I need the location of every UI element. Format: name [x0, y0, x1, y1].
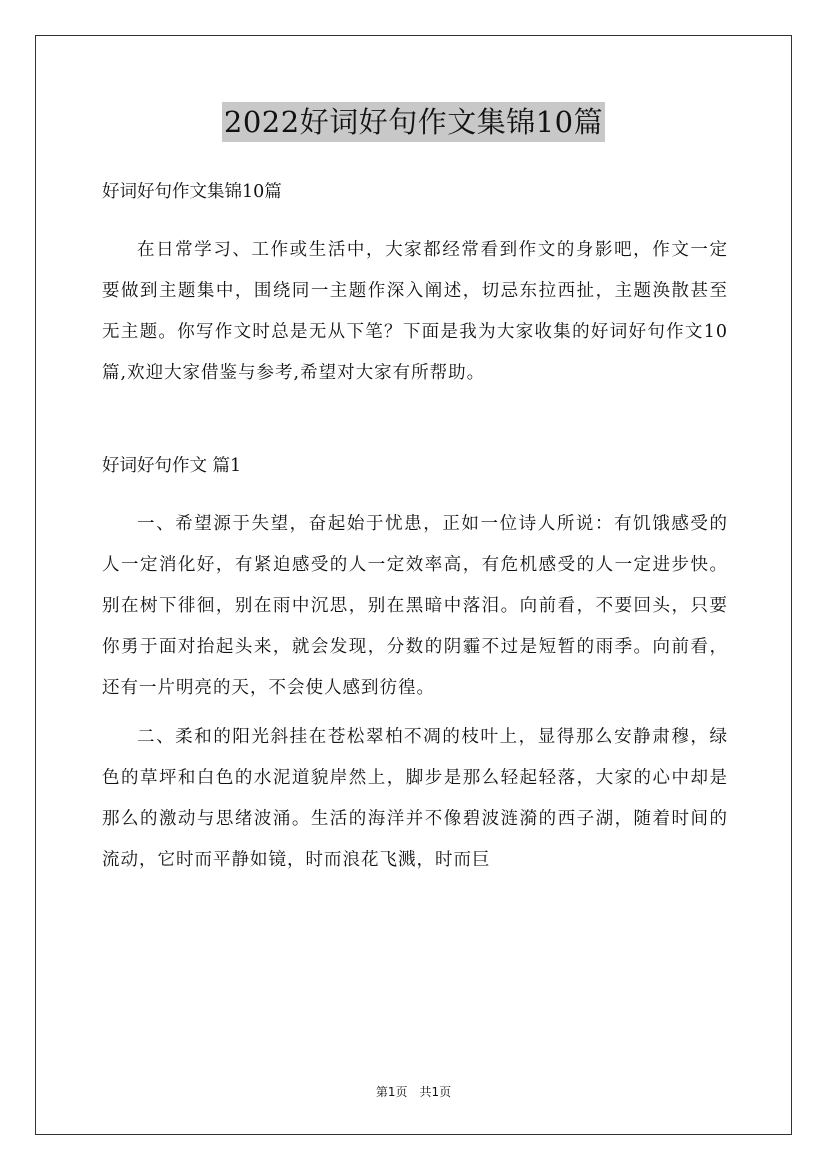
- section-heading: 好词好句作文 篇1: [102, 456, 242, 476]
- document-title: 2022好词好句作文集锦10篇: [222, 102, 605, 142]
- document-subtitle: 好词好句作文集锦10篇: [102, 182, 282, 202]
- page-footer: 第1页 共1页: [375, 1085, 452, 1099]
- body-paragraph-2: 二、柔和的阳光斜挂在苍松翠柏不凋的枝叶上，显得那么安静肃穆，绿色的草坪和白色的水泥道貌岸然上，脚步是那么轻起轻落，大家的心中却是那么的激动与思绪波涌。生活的海洋并不像碧波涟漪的西子湖，随着时间的流动，它时而平静如镜，时而浪花飞溅，时而巨: [102, 727, 728, 870]
- document-body: [102, 172, 728, 881]
- body-paragraph-1: 一、希望源于失望，奋起始于忧患，正如一位诗人所说：有饥饿感受的人一定消化好，有紧迫感受的人一定效率高，有危机感受的人一定进步快。 别在树下徘徊，别在雨中沉思，别在黑暗中落泪。向前看，不要回头，只要你勇于面对抬起头来，就会发现，分数的阴霾不过是短暂的雨季。向前看，还有一片明亮的天，不会使人感到彷徨。: [102, 514, 728, 698]
- intro-paragraph: 在日常学习、工作或生活中，大家都经常看到作文的身影吧，作文一定要做到主题集中，围绕同一主题作深入阐述，切忌东拉西扯，主题涣散甚至无主题。你写作文时总是无从下笔？下面是我为大家收集的好词好句作文10篇,欢迎大家借鉴与参考,希望对大家有所帮助。: [102, 240, 728, 383]
- title-container: [0, 102, 827, 142]
